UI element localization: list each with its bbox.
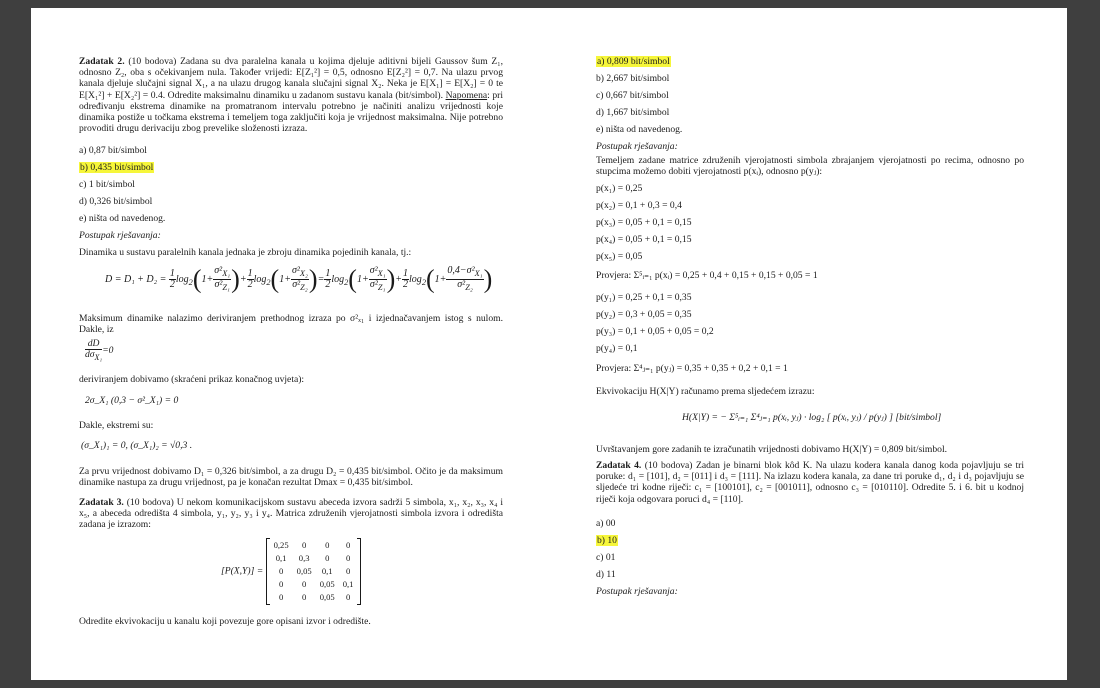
matrix-cell: 0	[278, 591, 284, 602]
task2-extrema-equation: (σ_X₁)₁ = 0, (σ_X₁)₂ = √0,3 .	[81, 440, 193, 451]
task4-text: (10 bodova) Zadan je binarni blok kôd K. Na ulazu kodera kanala danog koda pojavljuju se tri poruke: d₁ = [101], d₂ = [011] i d₃ = [111]. Na izlazu kodera kanala, za dane tri poruke d₁, d₂ i d₃ pojavljuju se sljedeće tri kodne riječi: c₁ = [100101], c₂ = [001011], odnosno c₃ = [010110]. Odredite 5. i 6. bit u kodnoj riječi koja odgovara poruci d₄ = [110].	[596, 460, 1024, 505]
task2-option-c[interactable]: c) 1 bit/simbol	[79, 179, 135, 190]
task3-question: Odredite ekvivokaciju u kanalu koji povezuje gore opisani izvor i odredište.	[79, 616, 371, 627]
matrix-cell: 0,3	[298, 552, 310, 563]
task3-text: (10 bodova) U nekom komunikacijskom sustavu abeceda izvora sadrži 5 simbola, x₁, x₂, x₃, x₄ i x₅, a abeceda odredišta 4 simbola, y₁, y₂, y₃ i y₄. Matrica združenih vjerojatnosti simbola izvora i odredišta zadana je izrazom:	[79, 497, 504, 531]
matrix-cell: 0	[325, 539, 330, 550]
task2-option-b[interactable]	[79, 162, 503, 173]
answer-highlight: a) 0,809 bit/simbol	[597, 56, 670, 67]
task4-procedure-label: Postupak rješavanja:	[596, 586, 678, 597]
task2-max-text: Maksimum dinamike nalazimo deriviranjem prethodnog izraza po σ²ₓ₁ i izjednačavanjem istog s nulom. Dakle, iz	[79, 313, 503, 336]
matrix-cell: 0	[345, 552, 351, 563]
matrix-cell: 0,1	[342, 578, 354, 589]
task2-procedure-label: Postupak rješavanja:	[79, 230, 161, 241]
py-line: p(y₃) = 0,1 + 0,05 + 0,05 = 0,2	[596, 326, 714, 337]
task2-note: : pri određivanju ekstrema dinamike na promatranom intervalu potrebno je načiniti analizu vrijednosti koje dinamika postiže u točkama ekstrema i temeljem toga zaključiti koja je vrijednost maksimalna. Nije potrebno provoditi drugu derivaciju zbog prevelike složenosti izraza.	[79, 89, 503, 135]
matrix-row	[270, 578, 358, 591]
equivocation-result: Uvrštavanjem gore zadanih te izračunatih vrijednosti dobivamo H(X|Y) = 0,809 bit/simbol.	[596, 444, 948, 455]
task2-note-label: Napomena	[445, 89, 488, 101]
matrix-cell: 0,25	[273, 539, 289, 550]
task4-option-b[interactable]	[596, 535, 1024, 546]
task4-heading: Zadatak 4.	[596, 460, 642, 471]
task4-option-a[interactable]: a) 00	[596, 518, 616, 529]
dyn-eq-lhs: D = D₁ + D₂ =	[105, 273, 167, 285]
task3-matrix-equation	[221, 538, 361, 605]
task3-option-e[interactable]: e) ništa od navedenog.	[596, 124, 683, 135]
task3-option-c[interactable]: c) 0,667 bit/simbol	[596, 90, 669, 101]
task2-extrema-label: Dakle, ekstremi su:	[79, 420, 154, 431]
task2-text: (10 bodova) Zadana su dva paralelna kanala u kojima djeluje aditivni bijeli Gaussov šum Z₁, odnosno Z₂, oba s očekivanjem nula. Također vrijedi: E[Z₁²] = 0,5, odnosno E[Z₂²] = 0,7. Na ulazu prvog kanala djeluje slučajni signal X₁, a na ulazu drugog kanala slučajni signal X₂. Neka je E[X₁] = E[X₂] = 0 te E[X₁²] + E[X₂²] = 0.4. Odredite maksimalnu dinamiku u zadanom sustavu kanala (bit/simbol).	[79, 56, 504, 101]
matrix-cell: 0	[302, 591, 307, 602]
task2-result: Za prvu vrijednost dobivamo D₁ = 0,326 bit/simbol, a za drugu D₂ = 0,435 bit/simbol. Očito je da maksimum dinamike nastupa za drugu vrijednost, pa je konačan rezultat Dmax = 0,435 bit/simbol.	[79, 466, 503, 489]
task4-statement	[596, 460, 1024, 505]
px-line: p(x₂) = 0,1 + 0,3 = 0,4	[596, 200, 682, 211]
task2-option-d[interactable]: d) 0,326 bit/simbol	[79, 196, 153, 207]
matrix-row	[270, 552, 358, 565]
px-line: p(x₅) = 0,05	[596, 251, 643, 262]
task2-dynamics-equation: D = D₁ + D₂ = $\frac{1}{2}$ $\log_2(1+$ $\frac{\sigma^2_{X_1}}{\sigma^2_{Z_1}}$ )+ $\frac{1}{2}$ $\log_2(1+$ $\frac{\sigma^2_{X_2}}{\sigma^2_{Z_2}}$ )= $\frac{1}{2}$ $\log_2(1+$ $\frac{\sigma^2_{X_1}}{\sigma^2_{Z_1}}$ )+ $\frac{1}{2}$ $\log_2(1+$ $\frac{0,4-\sigma^2_{X_1}}{\sigma^2_{Z_2}}$ )	[105, 264, 493, 294]
task3-procedure-text: Temeljem zadane matrice združenih vjerojatnosti simbola zbrajanjem vjerojatnosti po recima, odnosno po stupcima možemo dobiti vjerojatnosti p(xᵢ), odnosno p(yⱼ):	[596, 155, 1024, 178]
check-y: Provjera: Σ⁴ⱼ₌₁ p(yⱼ) = 0,35 + 0,35 + 0,2 + 0,1 = 1	[596, 363, 788, 374]
task2-heading: Zadatak 2.	[79, 56, 125, 67]
matrix-cell: 0	[345, 591, 351, 602]
answer-highlight: b) 0,435 bit/simbol	[80, 162, 154, 173]
task2-derivative-zero: $\frac{dD}{d\sigma_{X_1}}$ =0	[85, 338, 114, 362]
px-line: p(x₁) = 0,25	[596, 183, 643, 194]
task2-statement	[79, 56, 503, 134]
matrix-cell: 0	[278, 565, 284, 576]
task2-dynamics-text: Dinamika u sustavu paralelnih kanala jednaka je zbroju dinamika pojedinih kanala, tj.:	[79, 247, 412, 258]
py-line: p(y₁) = 0,25 + 0,1 = 0,35	[596, 292, 692, 303]
task2-option-a[interactable]: a) 0,87 bit/simbol	[79, 145, 147, 156]
document-page	[31, 8, 1067, 680]
equivocation-intro: Ekvivokaciju H(X|Y) računamo prema sljedećem izrazu:	[596, 386, 815, 397]
matrix-cell: 0,1	[321, 565, 333, 576]
matrix-cell: 0,05	[296, 565, 312, 576]
matrix-cell: 0,05	[319, 578, 335, 589]
matrix-label: [P(X,Y)] =	[221, 565, 264, 577]
matrix-cell: 0	[325, 552, 330, 563]
task3-statement	[79, 497, 503, 531]
matrix-cell: 0	[302, 539, 307, 550]
task3-heading: Zadatak 3.	[79, 497, 124, 508]
task3-procedure-label: Postupak rješavanja:	[596, 141, 678, 152]
task3-option-d[interactable]: d) 1,667 bit/simbol	[596, 107, 670, 118]
matrix-cell: 0,05	[319, 591, 335, 602]
matrix-cell: 0,1	[275, 552, 287, 563]
task3-option-b[interactable]: b) 2,667 bit/simbol	[596, 73, 670, 84]
matrix-row	[270, 591, 358, 604]
matrix-cell: 0	[278, 578, 284, 589]
matrix-cell: 0	[345, 539, 351, 550]
task2-condition-equation: 2σ_X₁ (0,3 − σ²_X₁) = 0	[85, 395, 179, 406]
equivocation-equation: H(X|Y) = − Σ⁵ᵢ₌₁ Σ⁴ⱼ₌₁ p(xᵢ, yⱼ) · log₂ [ p(xᵢ, yⱼ) / p(yⱼ) ] [bit/simbol]	[682, 412, 942, 423]
check-x: Provjera: Σ⁵ᵢ₌₁ p(xᵢ) = 0,25 + 0,4 + 0,15 + 0,15 + 0,05 = 1	[596, 270, 818, 281]
py-line: p(y₂) = 0,3 + 0,05 = 0,35	[596, 309, 692, 320]
answer-highlight: b) 10	[597, 535, 617, 546]
task3-option-a[interactable]	[596, 56, 1024, 67]
py-line: p(y₄) = 0,1	[596, 343, 638, 354]
joint-probability-matrix	[266, 538, 362, 605]
matrix-cell: 0	[345, 565, 351, 576]
px-line: p(x₃) = 0,05 + 0,1 = 0,15	[596, 217, 692, 228]
matrix-row	[270, 565, 358, 578]
matrix-row	[270, 539, 358, 552]
task2-derivation-text: deriviranjem dobivamo (skraćeni prikaz konačnog uvjeta):	[79, 374, 305, 385]
px-line: p(x₄) = 0,05 + 0,1 = 0,15	[596, 234, 692, 245]
task2-option-e[interactable]: e) ništa od navedenog.	[79, 213, 166, 224]
task4-option-c[interactable]: c) 01	[596, 552, 616, 563]
matrix-cell: 0	[302, 578, 307, 589]
task4-option-d[interactable]: d) 11	[596, 569, 616, 580]
